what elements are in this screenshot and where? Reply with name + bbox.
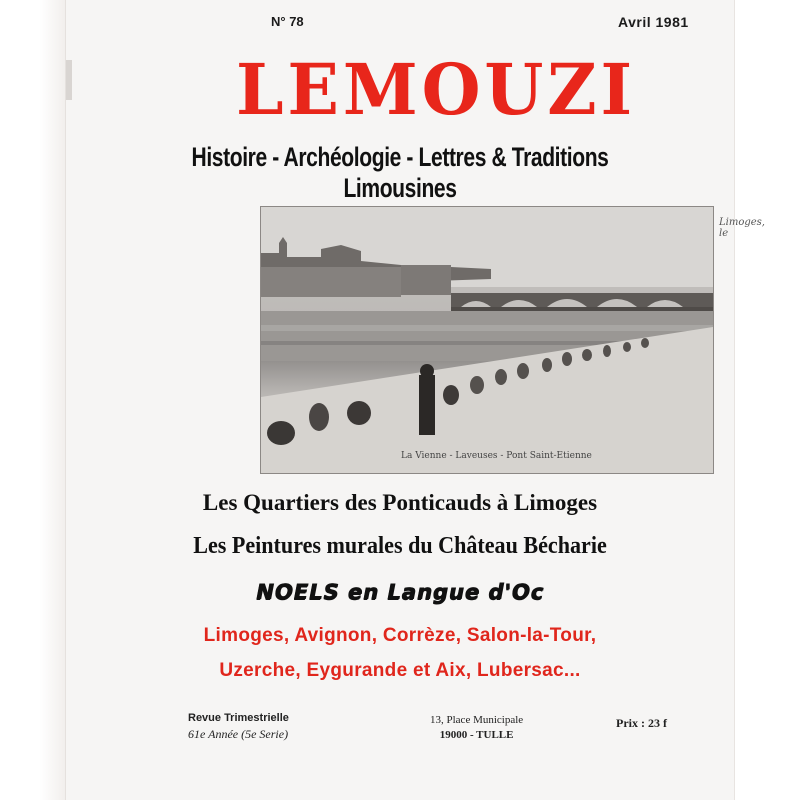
places-line-1: Limoges, Avignon, Corrèze, Salon-la-Tour, [203,625,597,646]
photo-caption-bottom: La Vienne - Laveuses - Pont Saint-Etienne [401,451,592,461]
masthead-title: LEMOUZI [236,48,636,131]
masthead-subtitle: Histoire - Archéologie - Lettres & Traditions Limousines [191,142,609,203]
footer-price: Prix : 23 f [616,716,667,730]
footer-year: 61e Année (5e Serie) [188,727,289,741]
footer-address-line1: 13, Place Municipale [430,714,524,726]
headline-noels: NOELS en Langue d'Oc [256,580,544,604]
cover-photo [260,206,765,474]
issue-number: N° 78 [271,14,304,29]
footer-address-line2: 19000 - TULLE [439,729,514,741]
footer-periodicity-label: Revue Trimestrielle [188,712,289,724]
headline-ponticauds: Les Quartiers des Ponticauds à Limoges [202,490,598,515]
headline-peintures: Les Peintures murales du Château Bécharie [193,533,607,559]
footer-address [430,714,523,741]
issue-date: Avril 1981 [618,14,689,30]
footer-periodicity [188,712,289,742]
photo-caption-top: Limoges, le [719,217,765,239]
masthead-logo [226,36,646,146]
cover-edge-mark [66,60,72,100]
places-line-2: Uzerche, Eygurande et Aix, Lubersac... [219,660,581,681]
